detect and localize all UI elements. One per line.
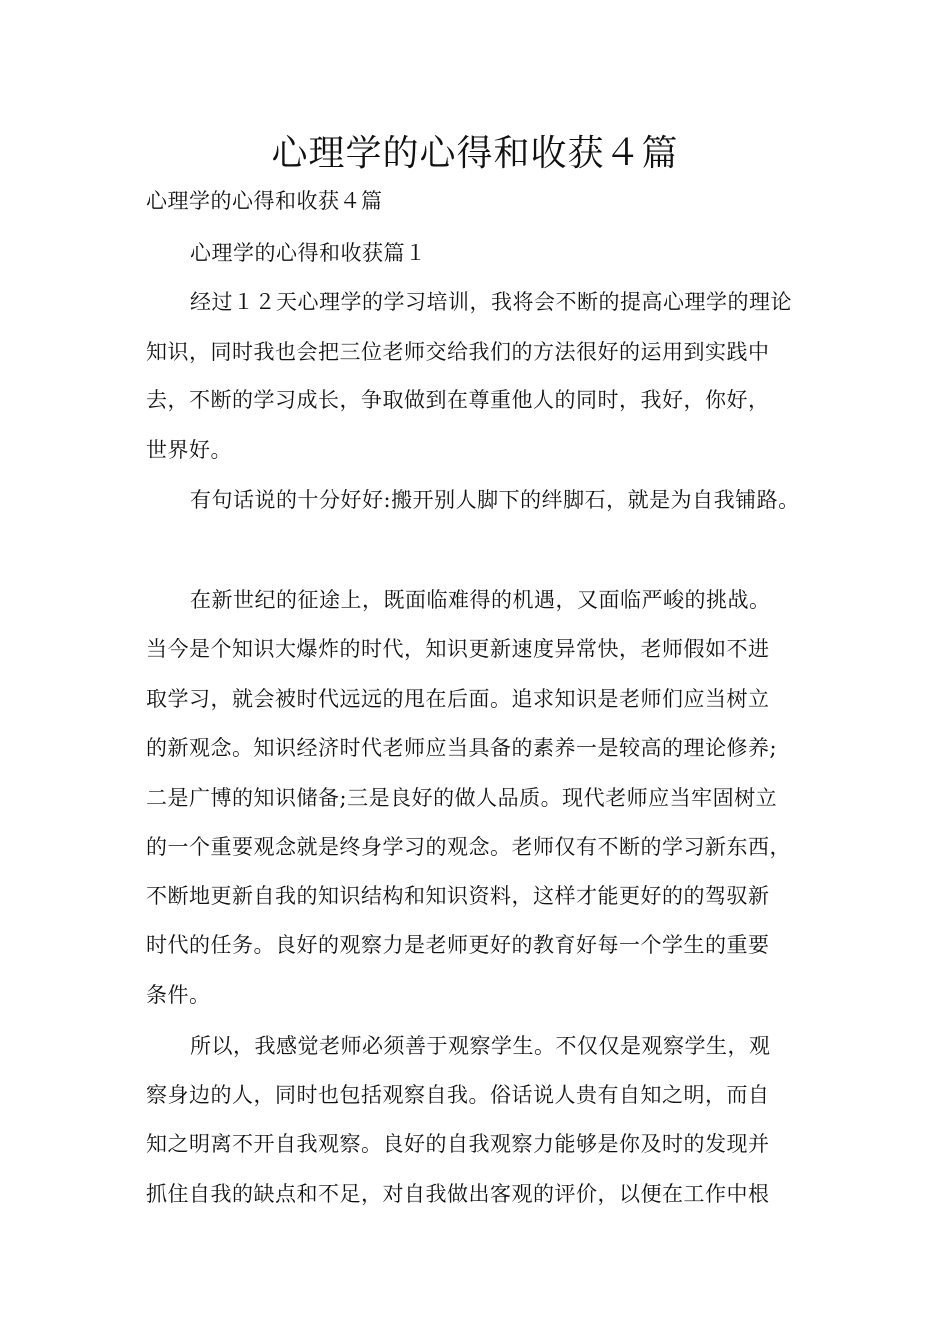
text-line: 不断地更新自我的知识结构和知识资料，这样才能更好的的驾驭新 [146,884,770,908]
text-line: 有句话说的十分好好:搬开别人脚下的绊脚石，就是为自我铺路。 [190,488,800,512]
text-line: 察身边的人，同时也包括观察自我。俗话说人贵有自知之明，而自 [146,1083,770,1107]
text-line: 知之明离不开自我观察。良好的自我观察力能够是你及时的发现并 [146,1132,770,1156]
text-line: 抓住自我的缺点和不足，对自我做出客观的评价，以便在工作中根 [146,1182,770,1206]
text-line: 时代的任务。良好的观察力是老师更好的教育好每一个学生的重要 [146,933,770,957]
text-line: 在新世纪的征途上，既面临难得的机遇，又面临严峻的挑战。 [190,588,771,612]
text-line: 二是广博的知识储备;三是良好的做人品质。现代老师应当牢固树立 [146,786,778,810]
text-line: 当今是个知识大爆炸的时代，知识更新速度异常快，老师假如不进 [146,637,770,661]
text-line: 条件。 [146,983,211,1007]
document-subtitle: 心理学的心得和收获４篇 [146,189,383,213]
text-line: 经过１２天心理学的学习培训，我将会不断的提高心理学的理论 [190,290,792,314]
text-line: 取学习，就会被时代远远的甩在后面。追求知识是老师们应当树立 [146,687,770,711]
text-line: 知识，同时我也会把三位老师交给我们的方法很好的运用到实践中 [146,340,770,364]
text-line: 去，不断的学习成长，争取做到在尊重他人的同时，我好，你好， [146,388,770,412]
text-line: 所以，我感觉老师必须善于观察学生。不仅仅是观察学生，观 [190,1034,771,1058]
section-heading: 心理学的心得和收获篇１ [190,241,427,265]
document-title: 心理学的心得和收获４篇 [271,133,679,174]
text-line: 的新观念。知识经济时代老师应当具备的素养一是较高的理论修养; [146,736,778,760]
text-line: 的一个重要观念就是终身学习的观念。老师仅有不断的学习新东西， [146,835,791,859]
text-line: 世界好。 [146,438,232,462]
